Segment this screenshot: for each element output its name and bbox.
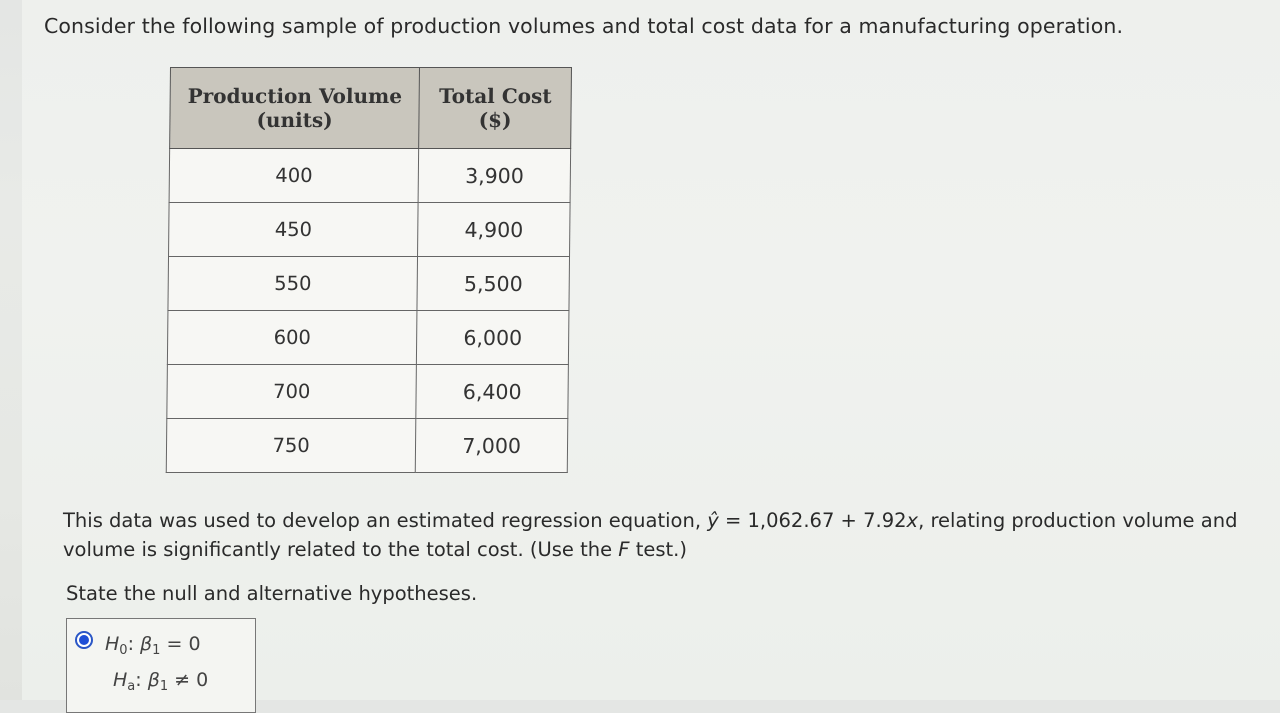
beta-symbol: β <box>140 633 153 655</box>
colon: : <box>127 633 141 655</box>
h-symbol: H <box>113 669 128 691</box>
regression-text: volume is significantly related to the total cost. (Use the <box>63 538 619 561</box>
answer-option-hypotheses[interactable] <box>66 618 256 713</box>
volume-cell: 400 <box>169 149 419 203</box>
regression-statement <box>63 506 1237 564</box>
volume-cell: 450 <box>169 203 419 257</box>
volume-cell: 550 <box>168 257 418 311</box>
regression-text: , relating production volume and <box>918 509 1238 532</box>
volume-cell: 600 <box>167 311 417 365</box>
production-cost-table <box>166 67 572 473</box>
regression-line-1 <box>63 506 1237 535</box>
h0-subscript: 0 <box>119 643 128 658</box>
cost-cell: 3,900 <box>418 149 570 203</box>
cost-cell: 6,400 <box>416 365 568 419</box>
table-row <box>166 419 568 473</box>
cost-cell: 5,500 <box>417 257 569 311</box>
radio-button-selected[interactable] <box>75 631 93 649</box>
header-volume-unit: (units) <box>256 108 333 132</box>
header-total-cost <box>419 68 572 149</box>
ha-relation: ≠ 0 <box>168 669 209 691</box>
header-volume-title: Production Volume <box>187 84 403 108</box>
table-row <box>168 257 570 311</box>
table-row <box>169 149 571 203</box>
table-row <box>167 365 569 419</box>
regression-text: This data was used to develop an estimated regression equation, <box>63 509 708 532</box>
alternative-hypothesis <box>113 669 208 694</box>
problem-intro: Consider the following sample of production volumes and total cost data for a manufacturing operation. <box>44 14 1124 38</box>
radio-dot-icon <box>79 635 89 645</box>
null-hypothesis <box>105 633 201 658</box>
table-row <box>167 311 569 365</box>
header-production-volume <box>170 68 420 149</box>
regression-equation: = 1,062.67 + 7.92 <box>718 509 907 532</box>
h-symbol: H <box>105 633 120 655</box>
beta-subscript: 1 <box>159 679 169 694</box>
y-hat-symbol: ŷ <box>707 509 719 532</box>
h0-relation: = 0 <box>160 633 201 655</box>
regression-text: test.) <box>629 538 687 561</box>
cost-cell: 7,000 <box>416 419 568 473</box>
colon: : <box>135 669 148 691</box>
header-cost-unit: ($) <box>478 108 512 132</box>
beta-subscript: 1 <box>152 643 161 658</box>
header-cost-title: Total Cost <box>438 84 552 108</box>
cost-cell: 6,000 <box>417 311 569 365</box>
cost-cell: 4,900 <box>418 203 570 257</box>
volume-cell: 700 <box>167 365 417 419</box>
ha-subscript: a <box>127 679 136 694</box>
question-prompt: State the null and alternative hypotheses. <box>66 582 478 605</box>
beta-symbol: β <box>147 669 160 691</box>
f-symbol: F <box>618 538 630 561</box>
table-header-row <box>170 68 572 149</box>
table-row <box>169 203 571 257</box>
x-variable: x <box>906 509 919 532</box>
regression-line-2 <box>63 535 1237 564</box>
volume-cell: 750 <box>166 419 416 473</box>
